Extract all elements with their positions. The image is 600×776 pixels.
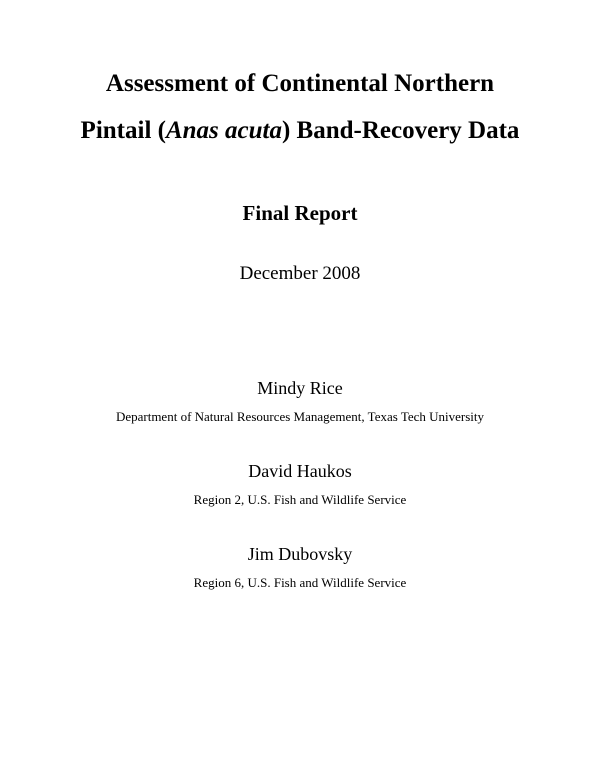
author-block bbox=[0, 377, 600, 425]
author-block bbox=[0, 460, 600, 508]
title-line-1-text: Assessment of Continental Northern bbox=[105, 70, 495, 97]
author-name: David Haukos bbox=[248, 461, 352, 481]
title-line-1 bbox=[0, 69, 600, 99]
author-affiliation: Region 2, U.S. Fish and Wildlife Service bbox=[193, 492, 407, 507]
species-name: Anas acuta bbox=[165, 117, 282, 144]
author-name: Jim Dubovsky bbox=[247, 544, 353, 564]
author-affiliation: Region 6, U.S. Fish and Wildlife Service bbox=[193, 575, 407, 590]
author-name: Mindy Rice bbox=[257, 378, 343, 398]
report-date: December 2008 bbox=[239, 263, 361, 284]
title-line-2 bbox=[0, 116, 600, 146]
report-type: Final Report bbox=[242, 201, 358, 225]
author-affiliation: Department of Natural Resources Management, Texas Tech University bbox=[115, 409, 485, 424]
title-line-2-suffix: ) Band-Recovery Data bbox=[281, 117, 520, 144]
author-block bbox=[0, 543, 600, 591]
title-line-2-prefix: Pintail ( bbox=[80, 117, 166, 144]
